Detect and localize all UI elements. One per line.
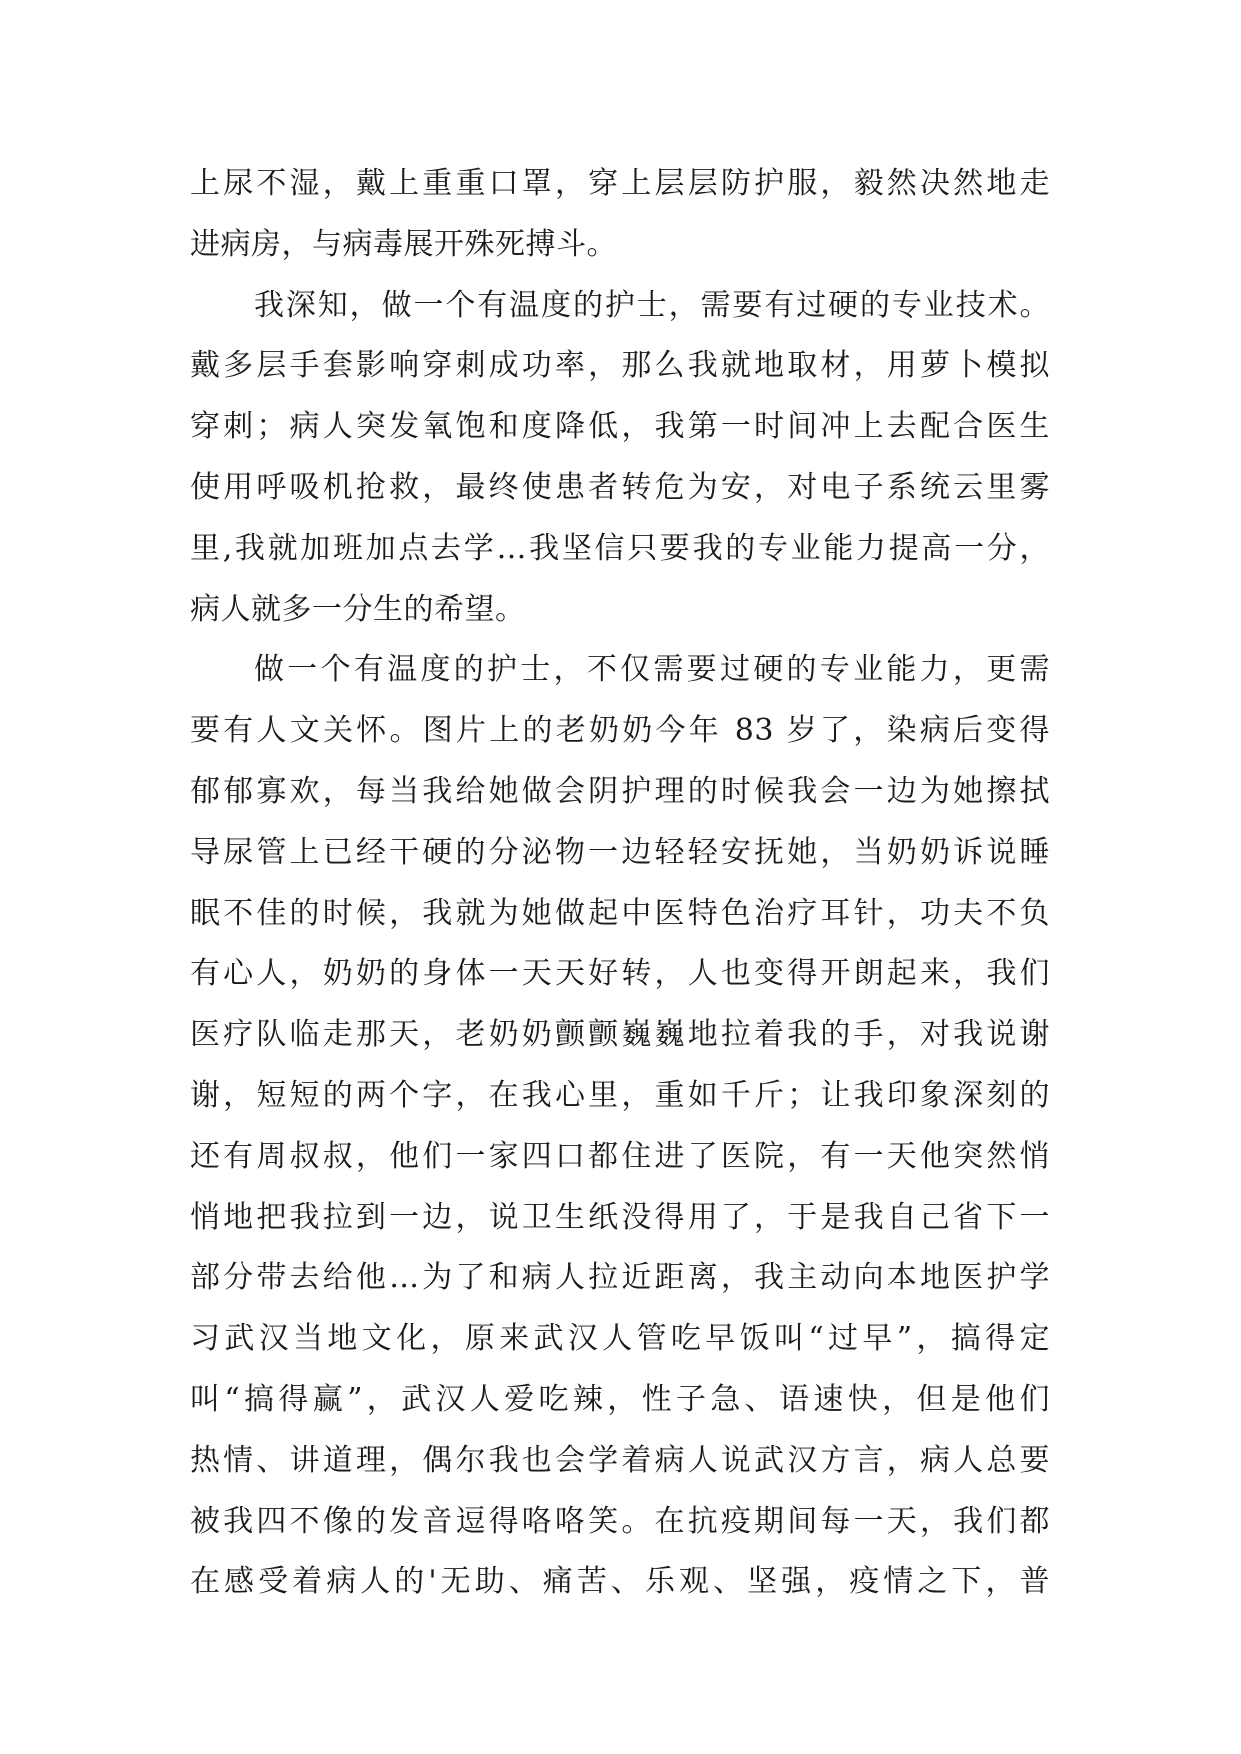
- text-line: 进病房，与病毒展开殊死搏斗。: [190, 226, 617, 262]
- paragraph-first-line: 我深知，做一个有温度的护士，需要有过硬的专业技术。: [254, 287, 1050, 323]
- text-line: 使用呼吸机抢救，最终使患者转危为安，对电子系统云里雾: [190, 469, 1050, 505]
- text-line: 戴多层手套影响穿刺成功率，那么我就地取材，用萝卜模拟: [190, 348, 1050, 384]
- text-line: 还有周叔叔，他们一家四口都住进了医院，有一天他突然悄: [190, 1138, 1050, 1174]
- text-line: 悄地把我拉到一边，说卫生纸没得用了，于是我自己省下一: [190, 1199, 1050, 1235]
- text-line: 要有人文关怀。图片上的老奶奶今年 83 岁了，染病后变得: [190, 713, 1050, 749]
- text-line: 叫“搞得赢”，武汉人爱吃辣，性子急、语速快，但是他们: [190, 1381, 1050, 1417]
- text-line: 郁郁寡欢，每当我给她做会阴护理的时候我会一边为她擦拭: [190, 773, 1050, 809]
- text-line: 上尿不湿，戴上重重口罩，穿上层层防护服，毅然决然地走: [190, 166, 1050, 201]
- text-line: 习武汉当地文化，原来武汉人管吃早饭叫“过早”，搞得定: [190, 1321, 1050, 1357]
- text-line: 医疗队临走那天，老奶奶颤颤巍巍地拉着我的手，对我说谢: [190, 1017, 1050, 1053]
- text-line: 有心人，奶奶的身体一天天好转，人也变得开朗起来，我们: [190, 956, 1050, 992]
- text-line: 被我四不像的发音逗得咯咯笑。在抗疫期间每一天，我们都: [190, 1503, 1050, 1539]
- text-line: 部分带去给他…为了和病人拉近距离，我主动向本地医护学: [190, 1260, 1050, 1296]
- text-line: 里,我就加班加点去学…我坚信只要我的专业能力提高一分，: [190, 530, 1050, 566]
- text-line: 在感受着病人的'无助、痛苦、乐观、坚强，疫情之下，普: [190, 1564, 1050, 1600]
- text-line: 眠不佳的时候，我就为她做起中医特色治疗耳针，功夫不负: [190, 895, 1050, 931]
- body-text: [190, 154, 1050, 1613]
- paragraph-first-line: 做一个有温度的护士，不仅需要过硬的专业能力，更需: [254, 652, 1050, 688]
- text-line: 热情、讲道理，偶尔我也会学着病人说武汉方言，病人总要: [190, 1442, 1050, 1478]
- text-line: 导尿管上已经干硬的分泌物一边轻轻安抚她，当奶奶诉说睡: [190, 834, 1050, 870]
- text-line: 病人就多一分生的希望。: [190, 591, 526, 627]
- text-line: 谢，短短的两个字，在我心里，重如千斤；让我印象深刻的: [190, 1077, 1050, 1113]
- text-line: 穿刺；病人突发氧饱和度降低，我第一时间冲上去配合医生: [190, 409, 1050, 445]
